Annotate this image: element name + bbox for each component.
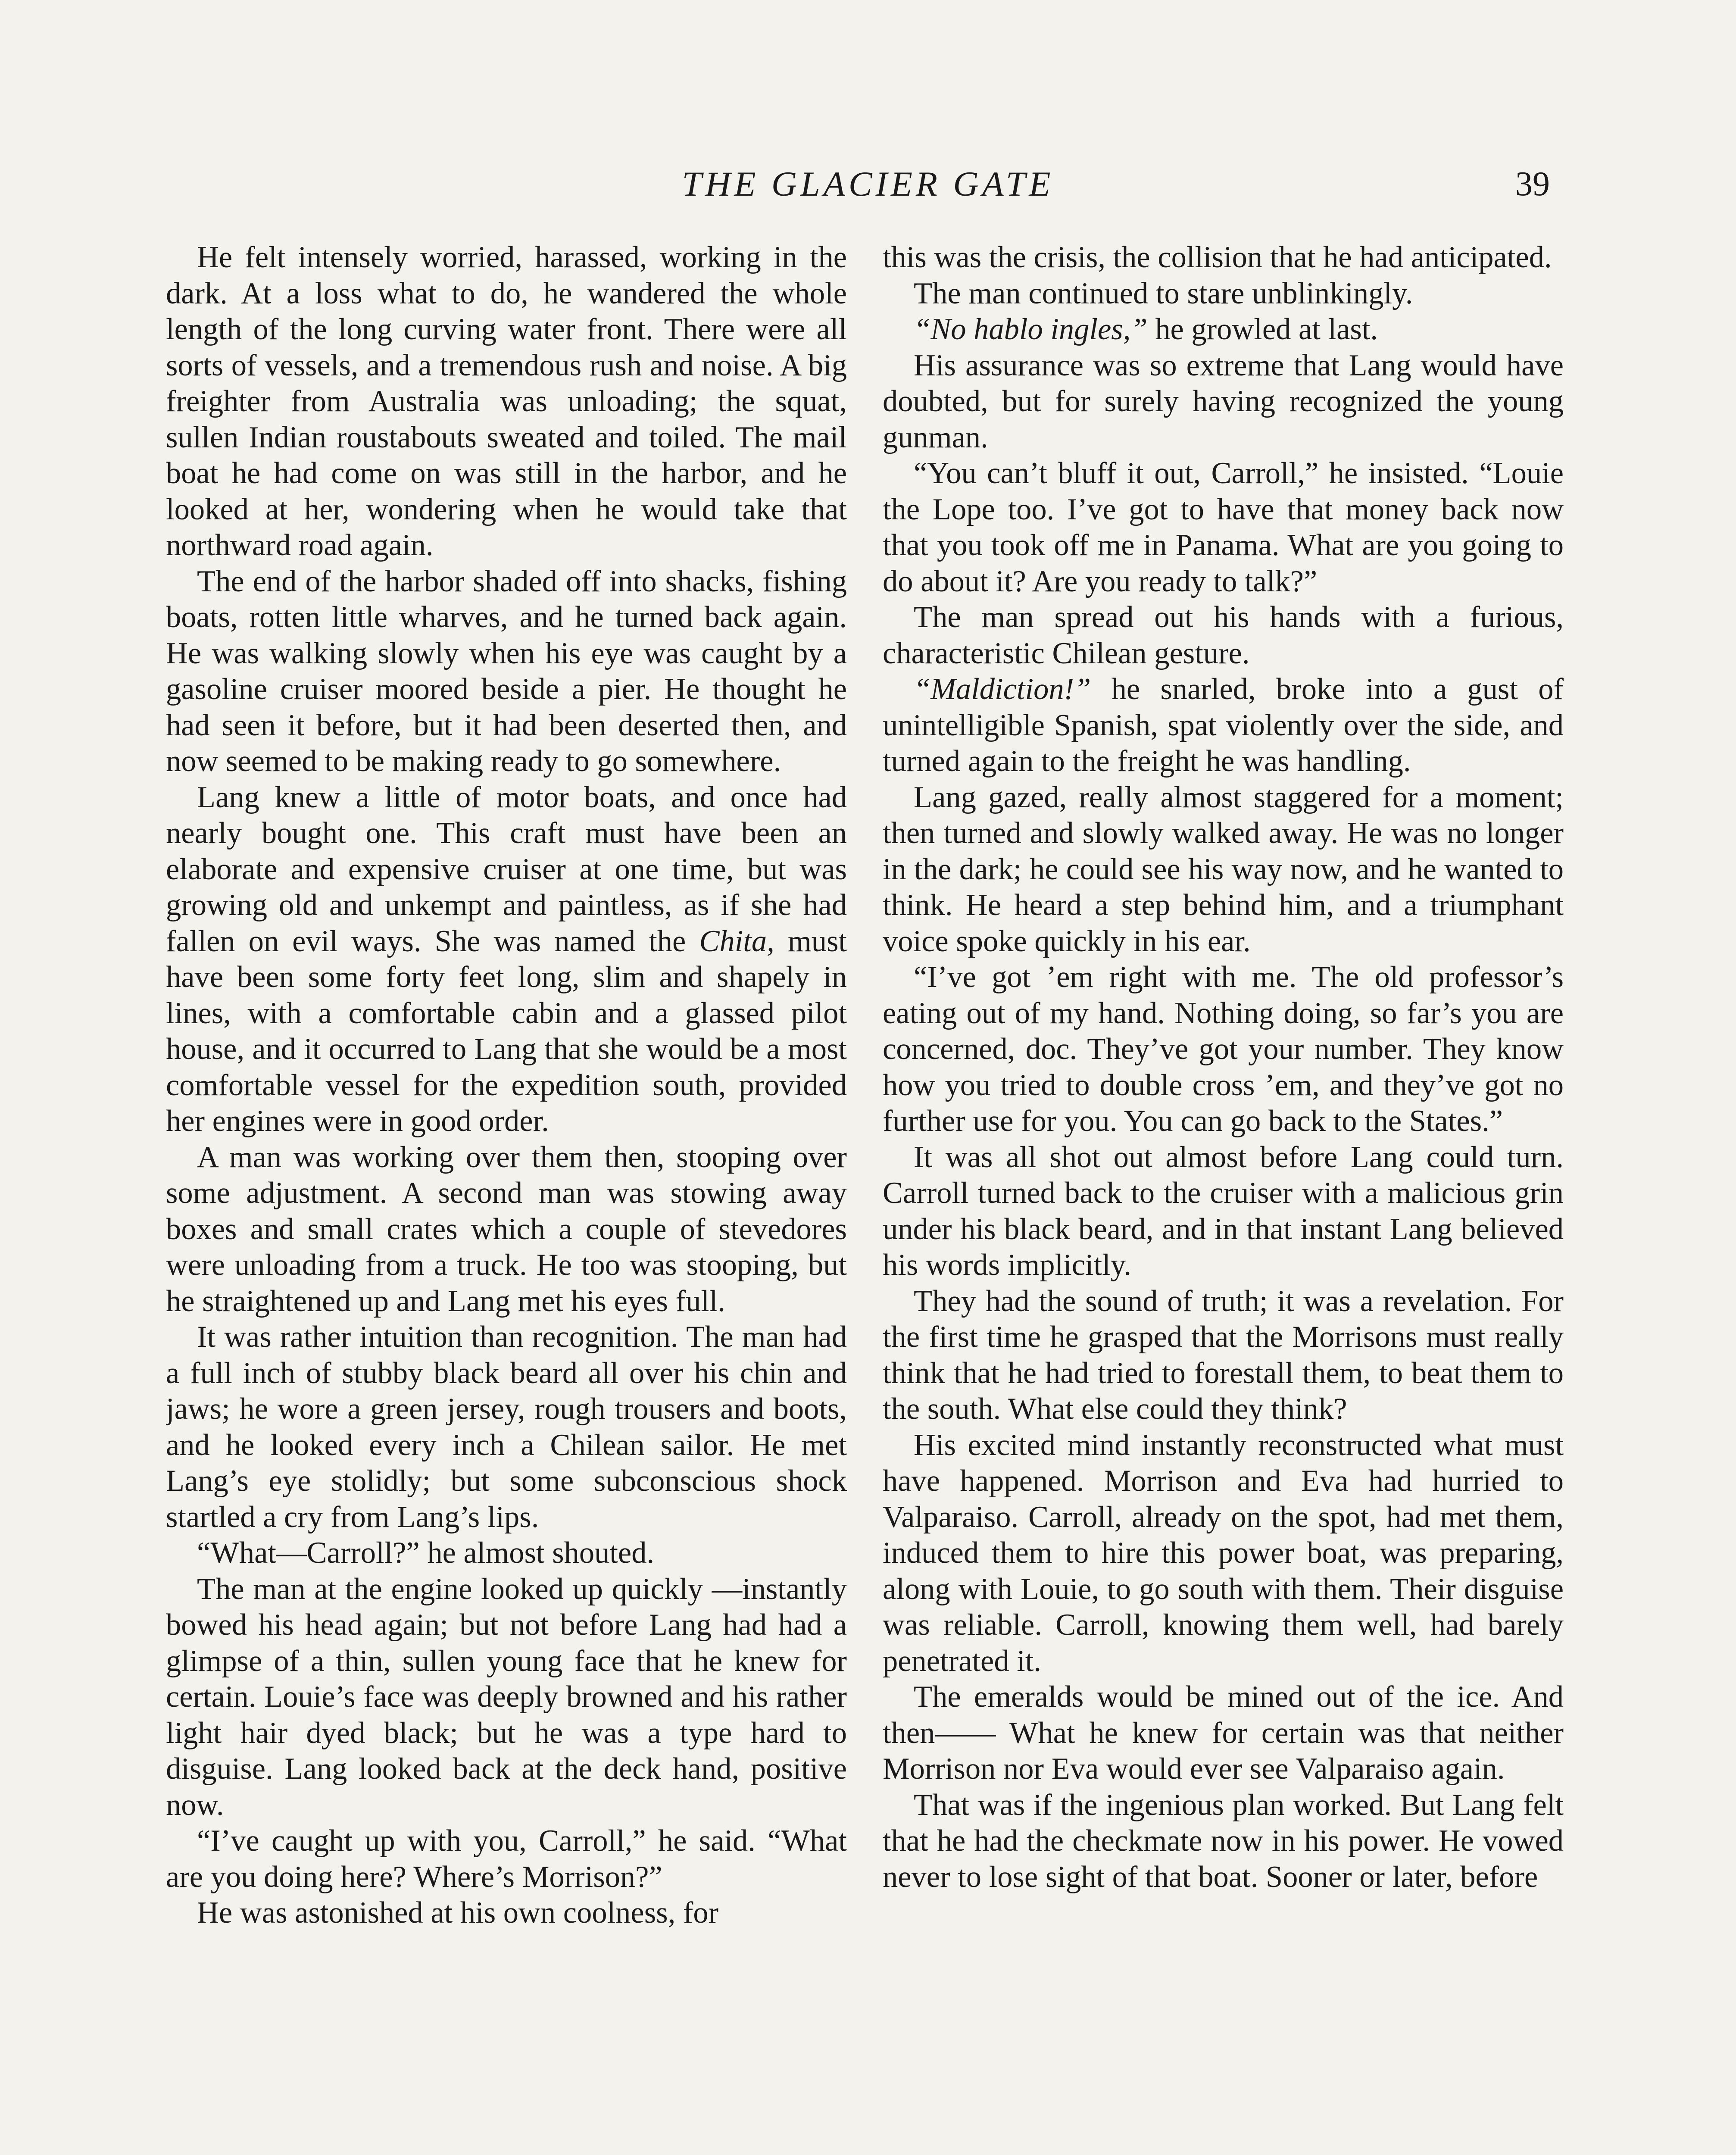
paragraph: That was if the ingenious plan worked. But Lang felt that he had the checkmate now in his power. He vowed never to lose sight of that boat. Sooner or later, before [883, 1788, 1564, 1894]
paragraph: “I’ve got ’em right with me. The old professor’s eating out of my hand. Nothing doing, so far’s you are concerned, doc. They’ve got your number. They know how you tried to double cross ’em, and they’ve got no further use for you. You can go back to the States.” [883, 960, 1564, 1138]
paragraph: The man continued to stare unblinkingly. [914, 276, 1413, 310]
paragraph: “Maldiction!” he snarled, broke into a gust of unintelligible Spanish, spat violently over the side, and turned again to the freight he was handling. [883, 672, 1564, 778]
italic-phrase: “Maldiction!” [914, 672, 1091, 706]
paragraph: Lang knew a little of motor boats, and once had nearly bought one. This craft must have been an elaborate and expensive cruiser at one time, but was growing old and unkempt and paintless, as if she had fallen on evil ways. She was named the Chita, must have been some forty feet long, slim and shapely in lines, with a comfortable cabin and a glassed pilot house, and it occurred to Lang that she would be a most comfortable vessel for the expedition south, provided her engines were in good order. [166, 780, 847, 1138]
paragraph: The end of the harbor shaded off into shacks, fishing boats, rotten little wharves, and he turned back again. He was walking slowly when his eye was caught by a gasoline cruiser moored beside a pier. He thought he had seen it before, but it had been deserted then, and now seemed to be making ready to go somewhere. [166, 564, 847, 778]
page-header [0, 160, 1736, 208]
paragraph: The man spread out his hands with a furious, characteristic Chilean gesture. [883, 600, 1564, 670]
page-number: 39 [1515, 165, 1550, 203]
paragraph: It was all shot out almost before Lang could turn. Carroll turned back to the cruiser with a malicious grin under his black beard, and in that instant Lang believed his words implicitly. [883, 1140, 1564, 1282]
paragraph: Lang gazed, really almost staggered for a moment; then turned and slowly walked away. He was no longer in the dark; he could see his way now, and he wanted to think. He heard a step behind him, and a triumphant voice spoke quickly in his ear. [883, 780, 1564, 958]
paragraph: The emeralds would be mined out of the ice. And then—— What he knew for certain was that neither Morrison nor Eva would ever see Valparaiso again. [883, 1680, 1564, 1786]
paragraph: this was the crisis, the collision that he had anticipated. [883, 240, 1552, 274]
paragraph: His assurance was so extreme that Lang would have doubted, but for surely having recognized the young gunman. [883, 348, 1564, 454]
italic-phrase: “No hablo ingles,” [914, 312, 1148, 346]
right-column [883, 240, 1564, 2155]
paragraph: He was astonished at his own coolness, for [197, 1896, 719, 1930]
paragraph: His excited mind instantly reconstructed what must have happened. Morrison and Eva had hurried to Valparaiso. Carroll, already on the spot, had met them, induced them to hire this power boat, was preparing, along with Louie, to go south with them. Their disguise was reliable. Carroll, knowing them well, had barely penetrated it. [883, 1428, 1564, 1678]
paragraph: They had the sound of truth; it was a revelation. For the first time he grasped that the Morrisons must really think that he had tried to forestall them, to beat them to the south. What else could they think? [883, 1284, 1564, 1426]
running-title: THE GLACIER GATE [682, 164, 1054, 203]
paragraph: The man at the engine looked up quickly —instantly bowed his head again; but not before Lang had had a glimpse of a thin, sullen young face that he knew for certain. Louie’s face was deeply browned and his rather light hair dyed black; but he was a type hard to disguise. Lang looked back at the deck hand, positive now. [166, 1572, 847, 1822]
paragraph: “You can’t bluff it out, Carroll,” he insisted. “Louie the Lope too. I’ve got to have that money back now that you took off me in Panama. What are you going to do about it? Are you ready to talk?” [883, 456, 1564, 598]
paragraph: “I’ve caught up with you, Carroll,” he said. “What are you doing here? Where’s Morrison?” [166, 1824, 847, 1894]
paragraph: He felt intensely worried, harassed, working in the dark. At a loss what to do, he wandered the whole length of the long curving water front. There were all sorts of vessels, and a tremendous rush and noise. A big freighter from Australia was unloading; the squat, sullen Indian roustabouts sweated and toiled. The mail boat he had come on was still in the harbor, and he looked at her, wondering when he would take that northward road again. [166, 240, 847, 562]
paragraph: A man was working over them then, stooping over some adjustment. A second man was stowing away boxes and small crates which a couple of stevedores were unloading from a truck. He too was stooping, but he straightened up and Lang met his eyes full. [166, 1140, 847, 1318]
paragraph: “What—Carroll?” he almost shouted. [197, 1536, 655, 1570]
paragraph: “No hablo ingles,” he growled at last. [914, 312, 1378, 346]
paragraph: It was rather intuition than recognition. The man had a full inch of stubby black beard all over his chin and jaws; he wore a green jersey, rough trousers and boots, and he looked every inch a Chilean sailor. He met Lang’s eye stolidly; but some subconscious shock startled a cry from Lang’s lips. [166, 1320, 847, 1534]
italic-phrase: Chita, [699, 924, 774, 958]
left-column [166, 240, 847, 2155]
